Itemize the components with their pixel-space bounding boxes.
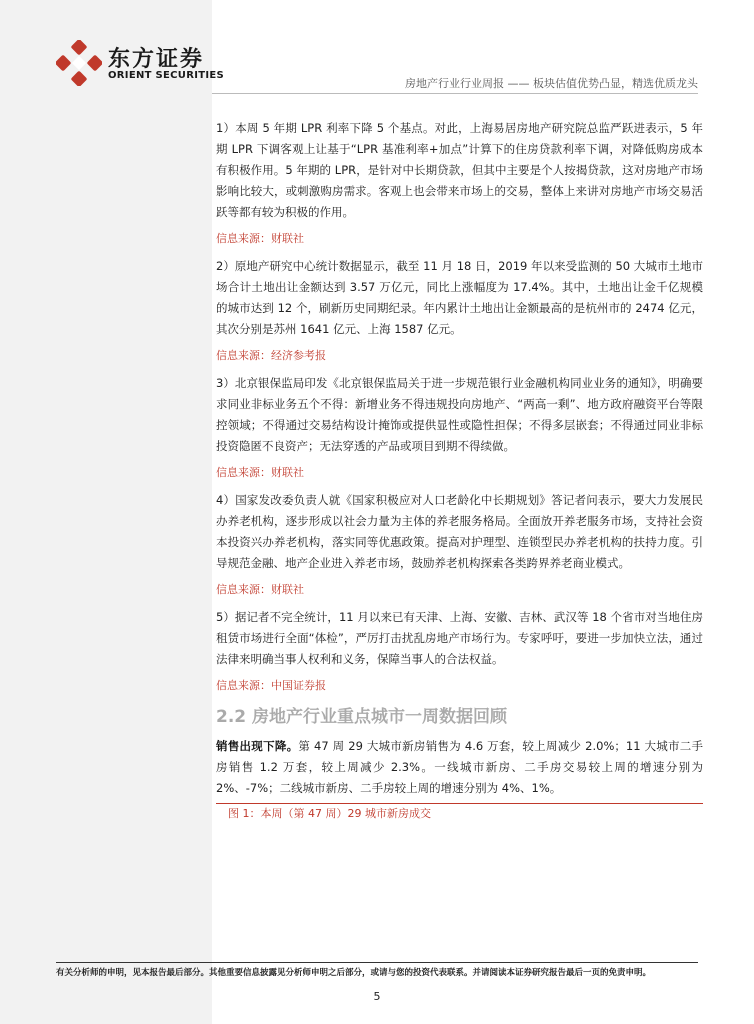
figure-caption: 图 1：本周（第 47 周）29 城市新房成交 [228,807,431,820]
news-source-2: 信息来源：经济参考报 [216,349,326,362]
footer-disclaimer: 有关分析师的申明，见本报告最后部分。其他重要信息披露见分析师申明之后部分，或请与您的投资代表联系。并请阅读本证券研究报告最后一页的免责申明。 [56,968,652,978]
news-item-5: 5）据记者不完全统计，11 月以来已有天津、上海、安徽、吉林、武汉等 18 个省市对当地住房租赁市场进行全面“体检”，严厉打击扰乱房地产市场行为。专家呼吁，要进一步加快立法，通过法律来明确当事人权利和义务，保障当事人的合法权益。 [216,610,703,666]
news-source-3: 信息来源：财联社 [216,466,304,479]
figure-divider [216,803,703,804]
section-lead: 销售出现下降。 [216,739,299,753]
running-title: 房地产行业行业周报 —— 板块估值优势凸显，精选优质龙头 [405,77,698,90]
page-header [0,0,754,100]
section-summary [216,736,703,799]
left-sidebar-band [0,0,212,1024]
footer-divider [56,962,698,963]
main-content [216,118,703,822]
orient-securities-logo-icon [56,40,102,86]
header-divider [212,93,698,94]
news-item-4: 4）国家发改委负责人就《国家积极应对人口老龄化中长期规划》答记者问表示，要大力发展民办养老机构，逐步形成以社会力量为主体的养老服务格局。全面放开养老服务市场，支持社会资本投资兴办养老机构，落实同等优惠政策。提高对护理型、连锁型民办养老机构的扶持力度。引导规范金融、地产企业进入养老市场，鼓励养老机构探索各类跨界养老商业模式。 [216,493,703,570]
logo-english-name: ORIENT SECURITIES [108,70,225,81]
news-item-1: 1）本周 5 年期 LPR 利率下降 5 个基点。对此，上海易居房地产研究院总监严跃进表示，5 年期 LPR 下调客观上让基于“LPR 基准利率+加点”计算下的住房贷款利率下调，对降低购房成本有积极作用。5 年期的 LPR，是针对中长期贷款，但其中主要是个人按揭贷款，这对房地产市场影响比较大，或刺激购房需求。客观上也会带来市场上的交易，整体上来讲对房地产市场交易活跃等都有较为积极的作用。 [216,121,703,219]
news-source-5: 信息来源：中国证券报 [216,679,326,692]
news-item-2: 2）原地产研究中心统计数据显示，截至 11 月 18 日，2019 年以来受监测的 50 大城市土地市场合计土地出让金额达到 3.57 万亿元，同比上涨幅度为 17.4%。其中，土地出让金千亿规模的城市达到 12 个，刷新历史同期纪录。年内累计土地出让金额最高的是杭州市的 2474 亿元，其次分别是苏州 1641 亿元、上海 1587 亿元。 [216,259,703,336]
section-body: 第 47 周 29 大城市新房销售为 4.6 万套，较上周减少 2.0%；11 大城市二手房销售 1.2 万套，较上周减少 2.3%。一线城市新房、二手房交易较上周的增速分别为 2%、-7%；二线城市新房、二手房较上周的增速分别为 4%、1%。 [216,739,704,795]
page-number: 5 [373,990,381,1003]
logo-chinese-name: 东方证券 [108,47,205,72]
news-item-3: 3）北京银保监局印发《北京银保监局关于进一步规范银行业金融机构同业业务的通知》，明确要求同业非标业务五个不得：新增业务不得违规投向房地产、“两高一剩”、地方政府融资平台等限控领域；不得通过交易结构设计掩饰或提供显性或隐性担保；不得多层嵌套；不得通过同业非标投资隐匿不良资产；无法穿透的产品或项目到期不得续做。 [216,376,703,453]
section-heading: 2.2 房地产行业重点城市一周数据回顾 [216,707,508,727]
news-source-4: 信息来源：财联社 [216,583,304,596]
news-source-1: 信息来源：财联社 [216,232,304,245]
